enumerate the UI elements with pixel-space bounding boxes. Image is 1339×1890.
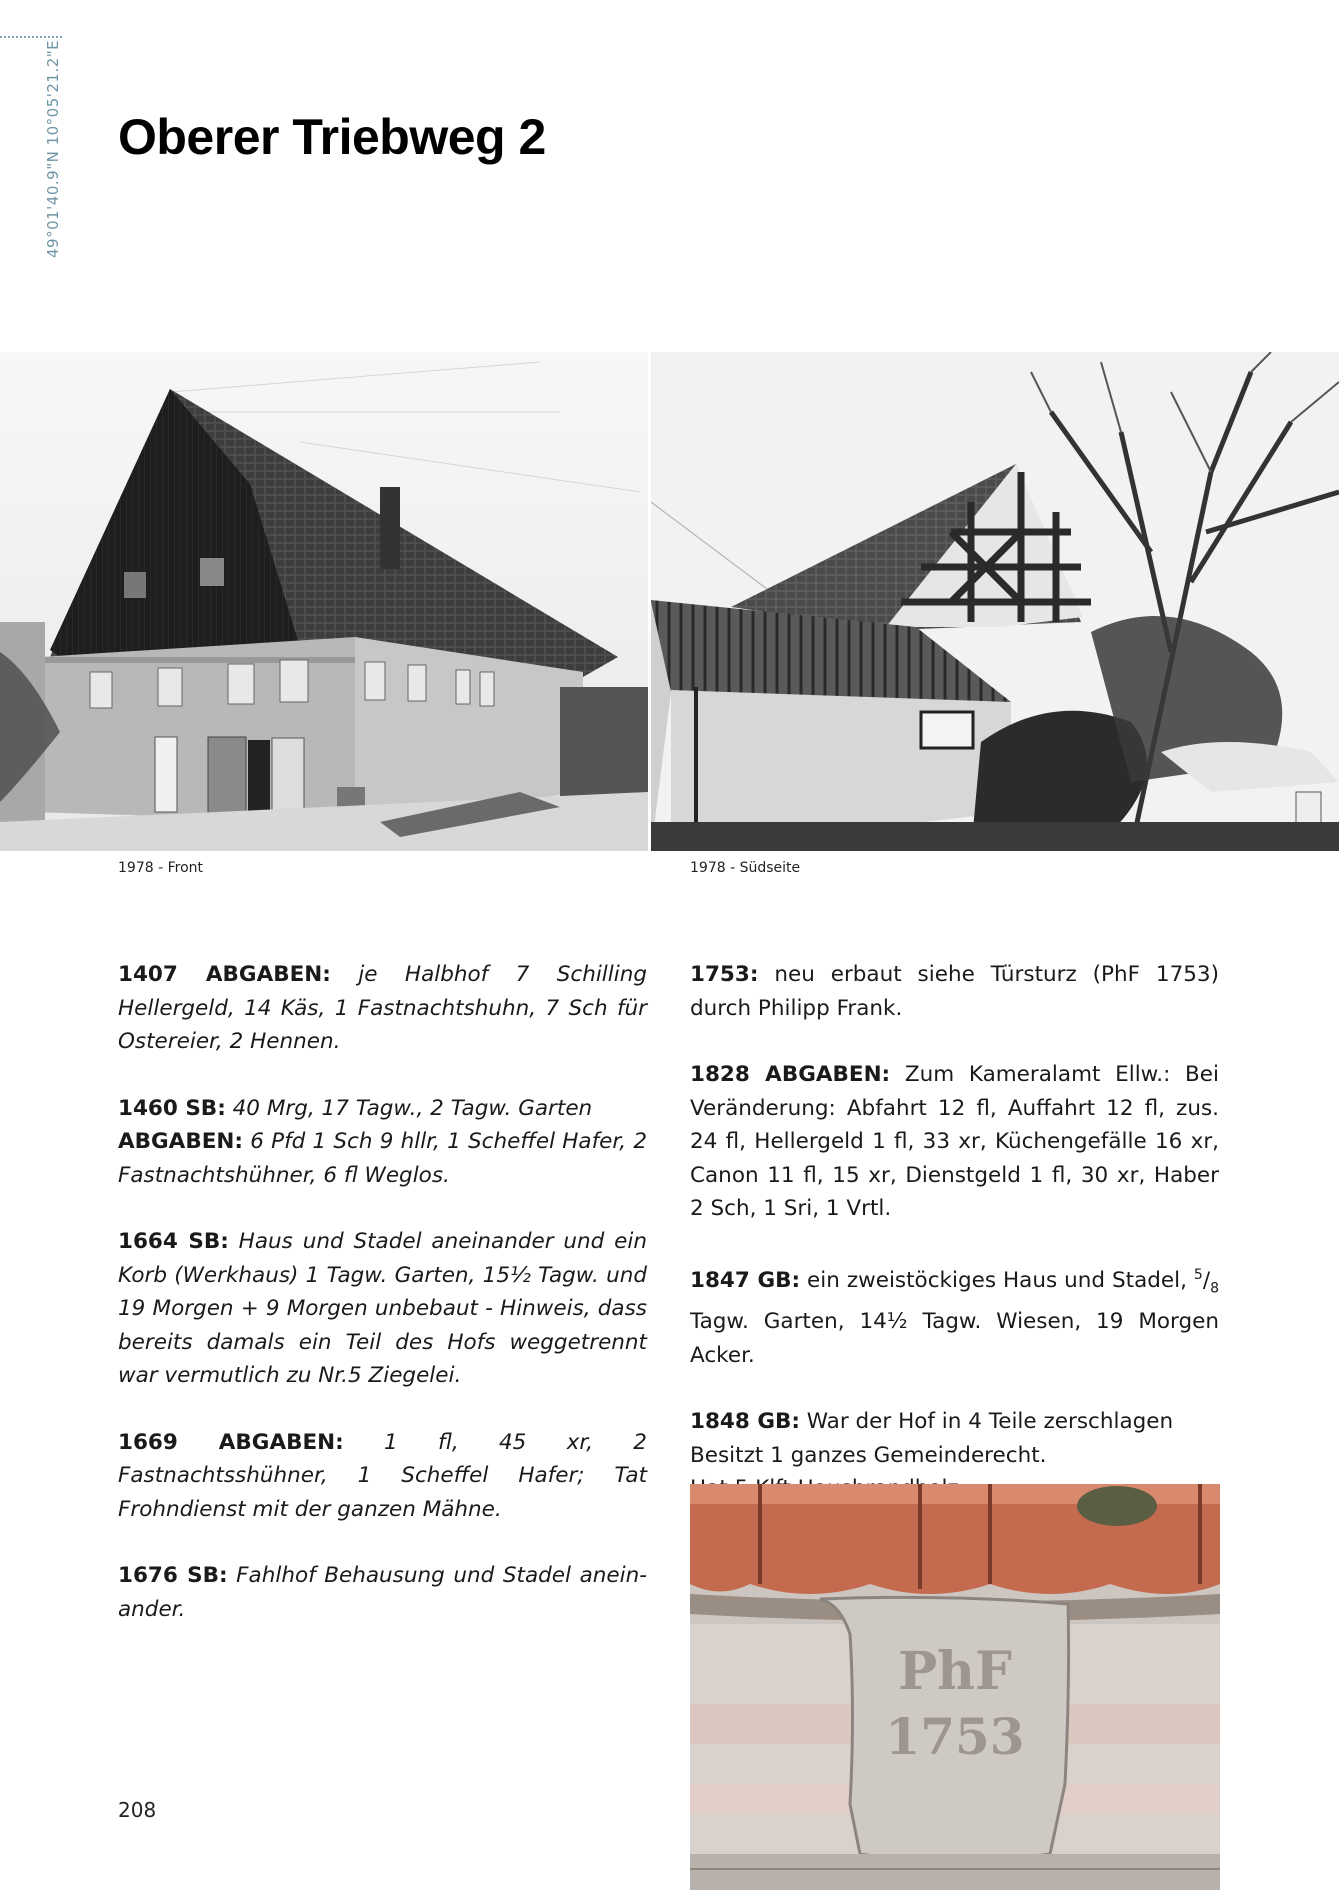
margin-dotted-rule — [0, 36, 62, 38]
fraction-numerator: 5 — [1193, 1266, 1203, 1283]
entry-1460: 1460 SB: 40 Mrg, 17 Tagw., 2 Tagw. Garten ABGABEN: 6 Pfd 1 Sch 9 hllr, 1 Scheffel Hafer, 2 Fastnachtshühner, 6 fl Weglos. — [118, 1095, 647, 1188]
entry-1407: 1407 ABGABEN: je Halbhof 7 Schilling Hellergeld, 14 Käs, 1 Fastnachtshuhn, 7 Sch für Ostereier, 2 Hennen. — [118, 962, 647, 1054]
lintel-inscription-initials: PhF — [898, 1641, 1012, 1702]
photo-suedseite-1978 — [651, 352, 1339, 851]
entry-1753: 1753: neu erbaut siehe Türsturz (PhF 1753) durch Philipp Frank. — [690, 962, 1219, 1021]
entry-1848: 1848 GB: War der Hof in 4 Teile zerschlagen Besitzt 1 ganzes Gemeinderecht. — [690, 1409, 1174, 1468]
page-number: 208 — [118, 1798, 157, 1822]
left-text-column — [118, 958, 647, 1659]
entry-1676: 1676 SB: Fahlhof Behausung und Stadel aneinander. — [118, 1563, 647, 1622]
entry-1828: 1828 ABGABEN: Zum Kameralamt Ellw.: Bei Veränderung: Abfahrt 12 fl, Auffahrt 12 fl, zus. 24 fl, Hellergeld 1 fl, 33 xr, Küchengefälle 16 xr, Canon 11 fl, 15 xr, Dienstgeld 1 fl, 30 xr, Haber 2 Sch, 1 Sri, 1 Vrtl. — [690, 1062, 1219, 1221]
photo-front-1978 — [0, 352, 648, 851]
photo-caption-suedseite: 1978 - Südseite — [690, 860, 801, 876]
page-title: Oberer Triebweg 2 — [118, 109, 546, 165]
margin-coordinates: 49°01'40.9"N 10°05'21.2"E — [44, 39, 62, 258]
entry-1847: 1847 GB: ein zweistöckiges Haus und Stadel, $^5/_8$ Tagw. Garten, 14½ Tagw. Wiesen, 19 Morgen Acker. — [690, 1266, 1219, 1368]
fraction-denominator: 8 — [1210, 1279, 1219, 1296]
entry-1669: 1669 ABGABEN: 1 fl, 45 xr, 2 Fastnachtsshühner, 1 Scheffel Hafer; Tat Frohndienst mit der ganzen Mähne. — [118, 1429, 647, 1522]
photo-caption-front: 1978 - Front — [118, 860, 203, 876]
lintel-inscription-year: 1753 — [885, 1707, 1025, 1766]
photo-tuersturz-lintel — [690, 1484, 1220, 1890]
right-text-column — [690, 958, 1219, 1539]
entry-1664: 1664 SB: Haus und Stadel aneinander und ein Korb (Werkhaus) 1 Tagw. Garten, 15½ Tagw. und 19 Morgen + 9 Morgen unbebaut - Hinweis, dass bereits damals ein Teil des Hofs weggetrennt war vermutlich zu Nr.5 Ziegelei. — [118, 1229, 647, 1388]
